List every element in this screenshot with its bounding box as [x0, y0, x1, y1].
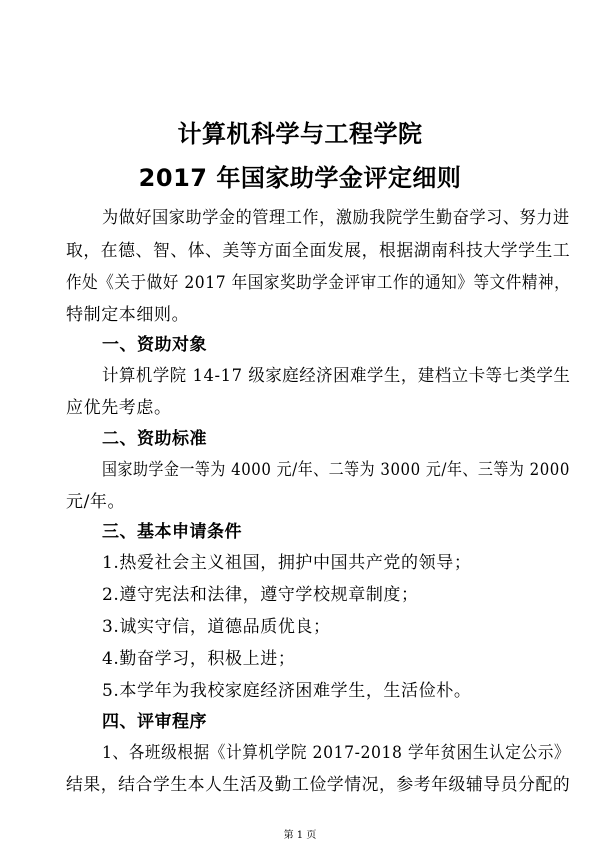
section-heading: 三、基本申请条件: [102, 522, 242, 542]
document-title: 计算机科学与工程学院: [177, 120, 423, 148]
condition-item: 1.热爱社会主义祖国，拥护中国共产党的领导；: [102, 553, 472, 573]
section-text: 元/年。: [66, 492, 126, 512]
section-heading: 四、评审程序: [102, 712, 207, 732]
page-number: 第 1 页: [283, 830, 317, 841]
intro-line: 特制定本细则。: [66, 305, 190, 325]
section-text: 计算机学院 14-17 级家庭经济困难学生，建档立卡等七类学生: [102, 366, 571, 386]
section-heading: 一、资助对象: [102, 335, 207, 355]
section-heading: 二、资助标准: [102, 429, 207, 449]
condition-item: 2.遵守宪法和法律，遵守学校规章制度；: [102, 585, 419, 605]
document-subtitle: 2017 年国家助学金评定细则: [138, 164, 462, 192]
intro-line: 作处《关于做好 2017 年国家奖助学金评审工作的通知》等文件精神，: [66, 273, 571, 293]
section-text: 1、各班级根据《计算机学院 2017-2018 学年贫困生认定公示》: [102, 743, 571, 763]
condition-item: 4.勤奋学习，积极上进；: [102, 649, 296, 669]
condition-item: 5.本学年为我校家庭经济困难学生，生活俭朴。: [102, 681, 472, 701]
condition-item: 3.诚实守信，道德品质优良；: [102, 617, 331, 637]
intro-line: 取，在德、智、体、美等方面全面发展，根据湖南科技大学学生工: [66, 241, 571, 261]
intro-line: 为做好国家助学金的管理工作，激励我院学生勤奋学习、努力进: [102, 208, 570, 228]
section-text: 国家助学金一等为 4000 元/年、二等为 3000 元/年、三等为 2000: [102, 460, 570, 480]
section-text: 应优先考虑。: [66, 398, 172, 418]
section-text: 结果，结合学生本人生活及勤工俭学情况，参考年级辅导员分配的: [66, 775, 571, 795]
